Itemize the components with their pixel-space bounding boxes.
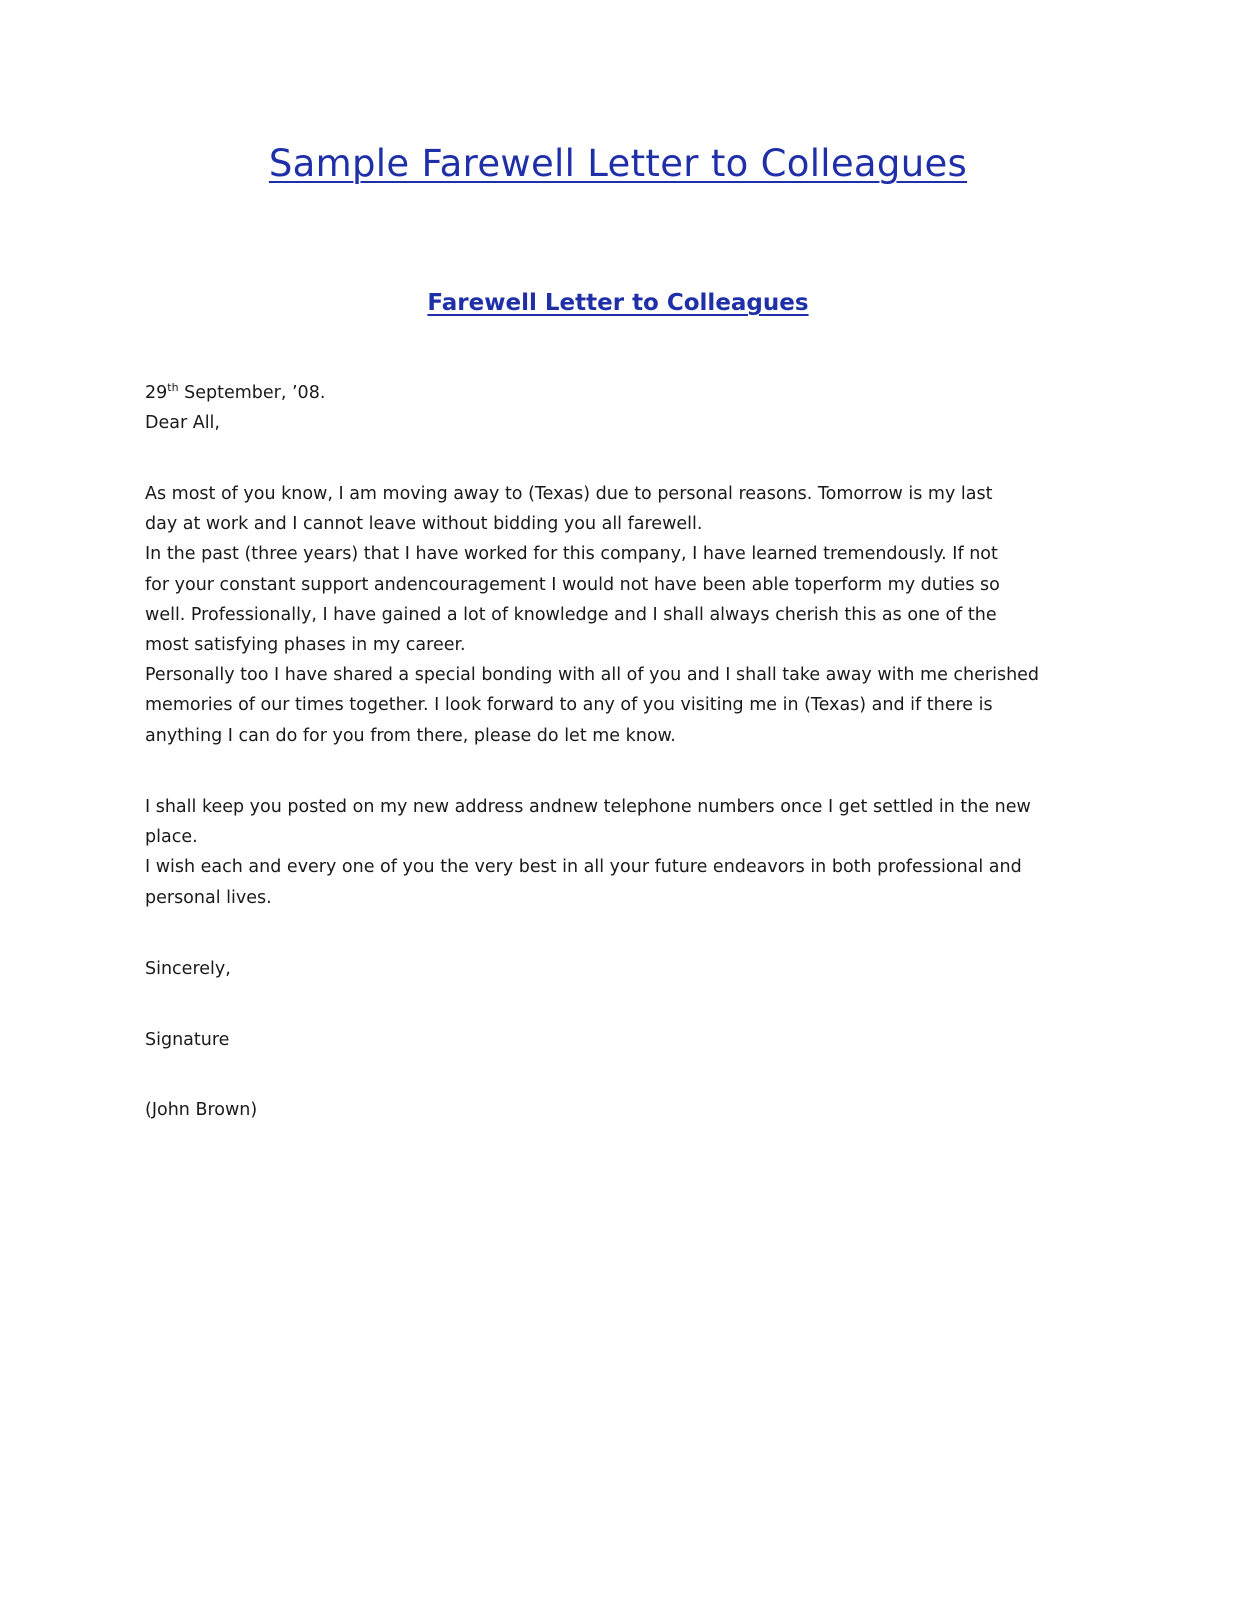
body-line: day at work and I cannot leave without bidding you all farewell.	[145, 514, 703, 535]
letter-body-paragraph-2	[145, 792, 1105, 913]
body-line: I shall keep you posted on my new address andnew telephone numbers once I get settled in the new	[145, 797, 1031, 817]
date-day-suffix: th	[167, 381, 179, 394]
letter-sender-name: (John Brown)	[145, 1100, 258, 1120]
body-line: place.	[145, 827, 198, 848]
letter-salutation: Dear All,	[145, 413, 220, 434]
body-line: personal lives.	[145, 887, 272, 908]
letter-body-paragraph-1	[145, 479, 1105, 751]
body-line: most satisfying phases in my career.	[145, 635, 466, 656]
date-rest: September, ’08.	[178, 383, 326, 403]
body-line: anything I can do for you from there, please do let me know.	[145, 725, 676, 746]
letter-heading: Farewell Letter to Colleagues	[427, 290, 809, 316]
letter-closing: Sincerely,	[145, 959, 231, 979]
body-line: I wish each and every one of you the very best in all your future endeavors in both professional and	[145, 857, 1022, 878]
letter-header	[145, 378, 1105, 438]
body-line: well. Professionally, I have gained a lot of knowledge and I shall always cherish this as one of the	[145, 604, 997, 625]
letter-date	[145, 378, 1105, 408]
body-line: for your constant support andencouragement I would not have been able toperform my duties so	[145, 574, 1000, 595]
letter-signature: Signature	[145, 1030, 230, 1050]
date-day: 29	[145, 383, 168, 403]
body-line: In the past (three years) that I have worked for this company, I have learned tremendously. If not	[145, 544, 998, 565]
document-main-title: Sample Farewell Letter to Colleagues	[268, 142, 968, 185]
body-line: memories of our times together. I look forward to any of you visiting me in (Texas) and if there is	[145, 695, 993, 716]
body-line: Personally too I have shared a special bonding with all of you and I shall take away with me cherished	[145, 665, 1040, 686]
body-line: As most of you know, I am moving away to (Texas) due to personal reasons. Tomorrow is my last	[145, 484, 993, 504]
